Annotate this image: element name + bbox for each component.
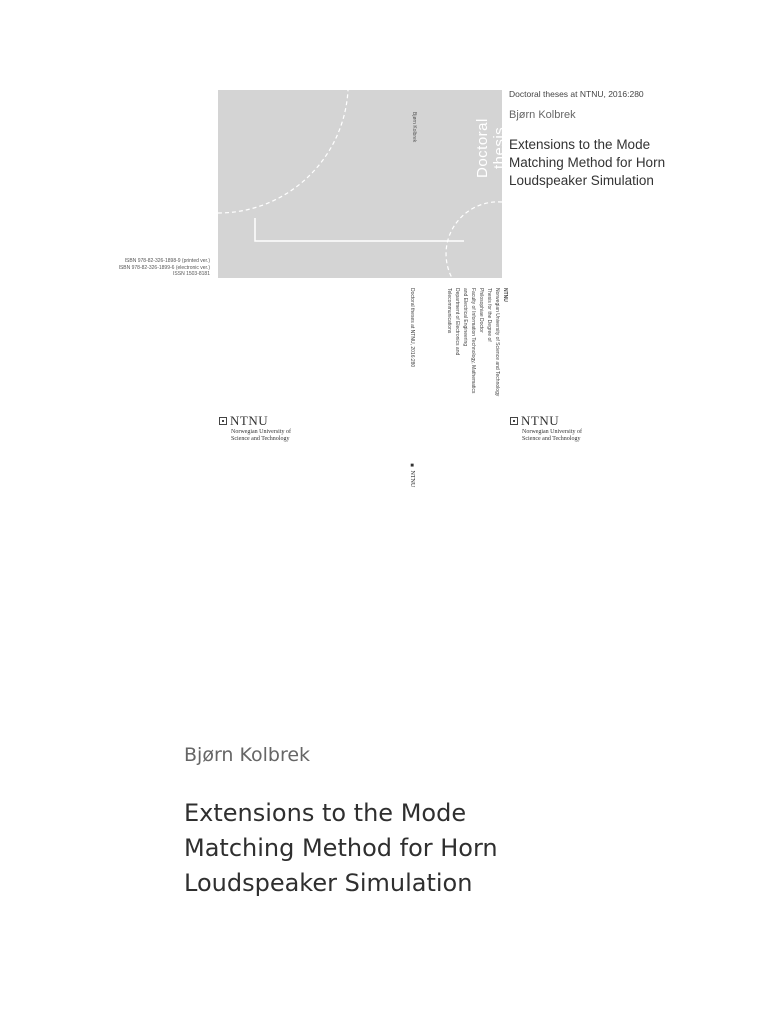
faculty-line: Telecommunications — [446, 288, 452, 334]
spine-ntnu-logo — [409, 463, 415, 487]
dashed-arc-bottom — [446, 202, 502, 278]
cover-decoration — [218, 90, 508, 278]
page-title-line: Extensions to the Mode — [184, 799, 467, 827]
spine-author: Bjørn Kolbrek — [411, 112, 417, 143]
faculty-block — [445, 288, 508, 410]
series-label: Doctoral theses at NTNU, 2016:280 — [509, 89, 644, 99]
faculty-line: Philosophiae Doctor — [478, 288, 484, 333]
page-author: Bjørn Kolbrek — [184, 744, 311, 766]
logo-sub: Science and Technology — [231, 436, 290, 442]
cover-panel — [218, 90, 508, 278]
spine-series: Doctoral theses at NTNU, 2016:280 — [409, 288, 415, 368]
spine-logo-name: NTNU — [409, 470, 415, 488]
page-title-line: Matching Method for Horn — [184, 834, 498, 862]
faculty-line: Department of Electronics and — [454, 288, 460, 356]
logo-name: NTNU — [521, 413, 560, 428]
page-title — [184, 796, 604, 901]
cover-title — [509, 136, 739, 190]
faculty-line: and Electrical Engineering — [462, 288, 468, 347]
faculty-line: Faculty of Information Technology, Mathematics — [470, 288, 476, 394]
cover-title-line: Extensions to the Mode — [509, 137, 651, 152]
logo-sub: Science and Technology — [522, 436, 581, 442]
logo-sub: Norwegian University of — [522, 429, 582, 435]
isbn-line: ISBN 978-82-326-1898-9 (printed ver.) — [124, 258, 210, 264]
ntnu-logo-left — [219, 413, 291, 443]
logo-name: NTNU — [230, 413, 269, 428]
spine-doctoral-thesis: Doctoral thesis — [474, 118, 508, 178]
isbn-line: ISBN 978-82-326-1899-6 (electronic ver.) — [118, 264, 210, 271]
page-title-line: Loudspeaker Simulation — [184, 869, 473, 897]
ntnu-logo-right — [510, 413, 582, 443]
faculty-line: Norwegian University of Science and Technology — [494, 288, 500, 397]
logo-sub: Norwegian University of — [231, 429, 291, 435]
ntnu-logo-icon — [510, 417, 518, 425]
dashed-arc-top — [218, 90, 348, 213]
cover-title-line: Loudspeaker Simulation — [509, 173, 654, 188]
isbn-line: ISSN 1503-8181 — [173, 271, 210, 277]
cover-author: Bjørn Kolbrek — [509, 109, 576, 121]
cover-title-line: Matching Method for Horn — [509, 155, 666, 170]
bracket-line — [255, 218, 464, 241]
faculty-line: NTNU — [502, 288, 508, 302]
faculty-line: Thesis for the Degree of — [486, 288, 492, 342]
isbn-block — [60, 258, 210, 278]
spine-logo-icon: ■ — [409, 463, 415, 469]
ntnu-logo-icon — [219, 417, 227, 425]
